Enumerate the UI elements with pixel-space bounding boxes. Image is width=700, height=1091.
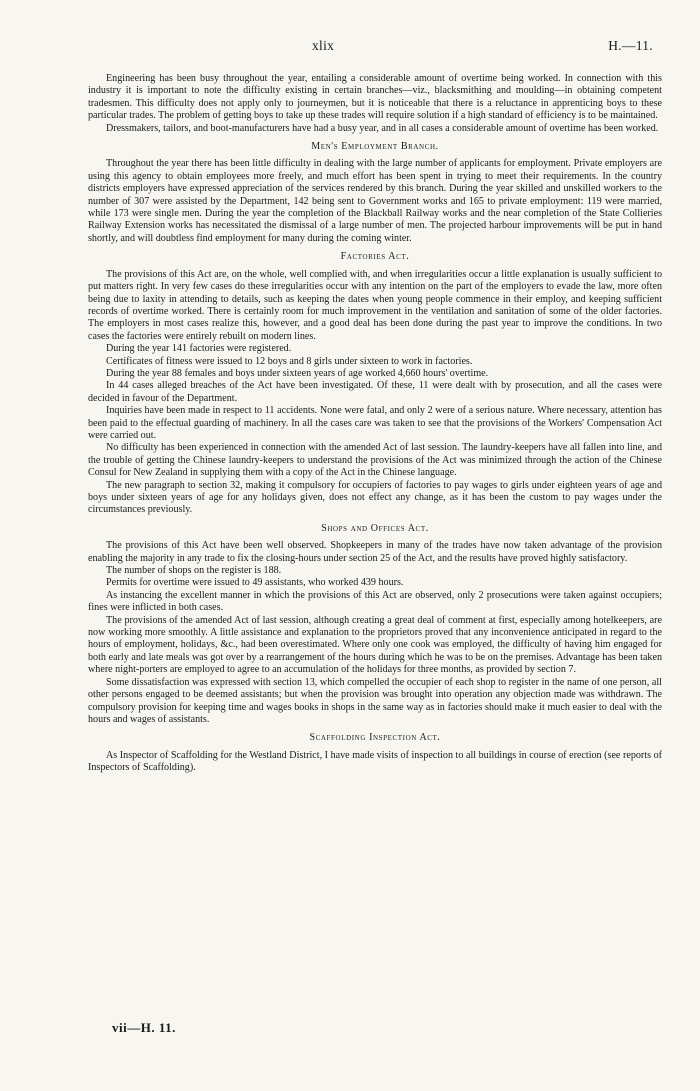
paragraph: Inquiries have been made in respect to 11 accidents. None were fatal, and only 2 were of a serious nature. Where necessary, attention has been paid to the effectual guarding of machinery. In all the cases care was taken to see that the provisions of the Workers' Compensation Act were carried out. [88, 405, 662, 441]
section-heading: Factories Act. [340, 251, 410, 263]
paragraph: Dressmakers, tailors, and boot-manufacturers have had a busy year, and in all cases a considerable amount of overtime has been worked. [106, 122, 659, 134]
paragraph: Certificates of fitness were issued to 12 boys and 8 girls under sixteen to work in factories. [106, 355, 473, 367]
paragraph: The provisions of this Act have been well observed. Shopkeepers in many of the trades have now taken advantage of the provision enabling the majority in any trade to fix the closing-hours under section 25 of the Act, and the results have proved highly satisfactory. [88, 540, 662, 564]
paragraph: During the year 141 factories were registered. [106, 343, 292, 355]
paragraph: No difficulty has been experienced in connection with the amended Act of last session. The laundry-keepers have all fallen into line, and the trouble of getting the Chinese laundry-keepers to understand the provisions of the Act was minimized through the action of the Chinese Consul for New Zealand in supplying them with a copy of the Act in the Chinese language. [88, 442, 662, 479]
page-header [0, 38, 700, 58]
paragraph: During the year 88 females and boys under sixteen years of age worked 4,660 hours' overtime. [106, 367, 489, 379]
paragraph: Throughout the year there has been little difficulty in dealing with the large number of applicants for employment. Private employers are using this agency to obtain employees more freely, and much effort has been spent in trying to meet their requirements. In the country districts employers have expressed appreciation of the services rendered by this branch. During the year skilled and unskilled workers to the number of 307 were assisted by the Department, 142 being sent to Government works and 165 to private employment: 119 were married, while 173 were single men. During the year the completion of the Blackball Railway works and the near completion of the State Collieries Railway Extension works has necessitated the dismissal of a large number of men. The projected harbour improvements will be put in hand shortly, and will doubtless find employment for many during the coming winter. [88, 158, 662, 244]
page-number: xlix [312, 38, 335, 53]
section-heading: Shops and Offices Act. [321, 522, 429, 534]
paragraph: The new paragraph to section 32, making it compulsory for occupiers of factories to pay wages to girls under eighteen years of age and boys under sixteen years of age for any holidays given, does not effect any change, as it has been the custom to pay wages under the circumstances previously. [88, 479, 662, 516]
paragraph: The provisions of the amended Act of last session, although creating a great deal of comment at first, especially among hotelkeepers, are now working more smoothly. A little assistance and explanation to the proprietors proved that any inconvenience anticipated in regard to the hours of employment, holidays, &c., had been overestimated. Where only one cook was employed, the difficulty of having him engaged for both early and late meals was got over by a rearrangement of the hours during which he was to be on the premises. Advantage has been taken where night-porters are employed to agree to an accumulation of the holidays for three months, as provided by section 7. [88, 614, 662, 676]
section-heading: Scaffolding Inspection Act. [309, 732, 441, 744]
paragraph: As Inspector of Scaffolding for the Westland District, I have made visits of inspection to all buildings in course of erection (see reports of Inspectors of Scaffolding). [88, 749, 662, 774]
paragraph: As instancing the excellent manner in which the provisions of this Act are observed, only 2 prosecutions were taken against occupiers; fines were inflicted in both cases. [88, 589, 662, 614]
paragraph: Engineering has been busy throughout the year, entailing a considerable amount of overtime being worked. In connection with this industry it is important to note the difficulty existing in certain branches—viz., blacksmithing and moulding—in obtaining competent tradesmen. This difficulty does not apply only to journeymen, but it is noticeable that there is a reluctance in apprenticing boys to these particular trades. The problem of getting boys to take up these trades will require solution if a high standard of efficiency is to be maintained. [88, 73, 662, 122]
section-heading: Men's Employment Branch. [311, 141, 439, 153]
body-text [88, 73, 662, 775]
paper-reference: H.—11. [608, 38, 653, 53]
paragraph: Some dissatisfaction was expressed with section 13, which compelled the occupier of each shop to register in the name of one person, all other persons engaged to be deemed assistants; but when the provision was brought into operation any objection made was withdrawn. The compulsory provision for keeping time and wages books in shops in the same way as in factories should make it much easier to deal with the hours and wages of assistants. [88, 676, 662, 725]
paragraph: In 44 cases alleged breaches of the Act have been investigated. Of these, 11 were dealt with by prosecution, and all the cases were decided in favour of the Department. [88, 380, 662, 404]
paragraph: Permits for overtime were issued to 49 assistants, who worked 439 hours. [106, 577, 404, 589]
paragraph: The provisions of this Act are, on the whole, well complied with, and when irregularities occur a little explanation is usually sufficient to put matters right. In very few cases do these irregularities occur with any intention on the part of the employers to evade the law, more often being due to laxity in attending to details, such as keeping the dates when young people commence in their employ, and keeping sufficient records of overtime worked. There is certainly room for much improvement in the ventilation and sanitation of some of the older factories. The employers in most cases realize this, however, and a good deal has been done during the past year to improve the conditions. In two cases the factories were entirely rebuilt on modern lines. [88, 268, 662, 342]
signature-mark: vii—H. 11. [112, 1020, 176, 1035]
paragraph: The number of shops on the register is 188. [106, 565, 282, 577]
